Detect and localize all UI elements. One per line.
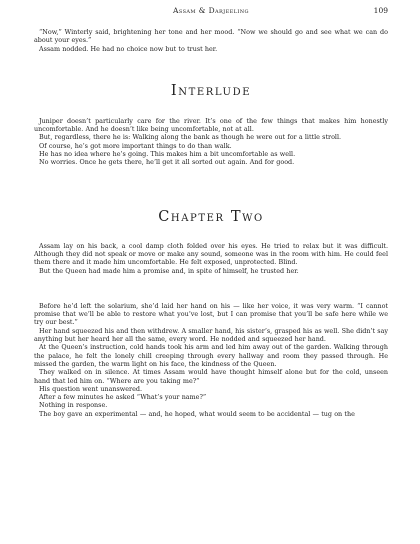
paragraph: He has no idea where he’s going. This makes him a bit uncomfortable as well. xyxy=(39,150,296,159)
paragraph: No worries. Once he gets there, he’ll get it all sorted out again. And for good. xyxy=(39,158,295,167)
intro-text xyxy=(34,28,388,53)
paragraph: Before he’d left the solarium, she’d laid her hand on his — like her voice, it was very warm. “I cannot promise that we’ll be able to restore what you’ve lost, but I can promise that you’ll be safe here while we try our best.” xyxy=(34,301,388,327)
paragraph: But, regardless, there he is: Walking along the bank as though he were out for a little stroll. xyxy=(39,133,342,142)
running-head xyxy=(34,0,388,22)
interlude-text xyxy=(34,117,388,167)
paragraph: Her hand squeezed his and then withdrew. A smaller hand, his sister’s, grasped his as well. She didn’t say anything but her heard her all the same, every word. He nodded and squeezed her hand. xyxy=(34,326,388,344)
paragraph: Assam nodded. He had no choice now but to trust her. xyxy=(39,44,218,53)
chapter-text-part-a xyxy=(34,242,388,275)
running-head-title: Assam & Darjeeling xyxy=(173,6,249,15)
paragraph: Nothing in response. xyxy=(39,401,108,410)
paragraph: The boy gave an experimental — and, he hoped, what would seem to be accidental — tug on the xyxy=(39,409,355,418)
page-number: 109 xyxy=(373,6,388,15)
paragraph: “Now,” Winterly said, brightening her tone and her mood. “Now we should go and see what we can do about your eyes.” xyxy=(34,28,388,45)
scene-break xyxy=(34,275,388,302)
paragraph: Assam lay on his back, a cool damp cloth folded over his eyes. He tried to relax but it was difficult. Although they did not speak or move or make any sound, someone was in the room with him. He could feel them there and it made him uncomfortable. He felt exposed, unprotected. Blind. xyxy=(34,241,388,267)
paragraph: At the Queen’s instruction, cold hands took his arm and led him away out of the garden. Walking through the palace, he felt the lonely chill creeping through every hallway and room they passed through. He missed the garden, the warm light on his face, the kindness of the Queen. xyxy=(34,343,388,368)
paragraph: His question went unanswered. xyxy=(39,384,143,393)
paragraph: Juniper doesn’t particularly care for the river. It’s one of the few things that makes him honestly uncomfortable. And he doesn’t like being uncomfortable, not at all. xyxy=(34,116,388,134)
paragraph: After a few minutes he asked “What’s your name?” xyxy=(39,393,207,402)
chapter-text-part-b xyxy=(34,302,388,418)
interlude-heading: Interlude xyxy=(170,82,252,99)
chapter-heading: Chapter Two xyxy=(158,208,264,225)
paragraph: Of course, he’s got more important things to do than walk. xyxy=(39,141,232,150)
paragraph: They walked on in silence. At times Assam would have thought himself alone but for the cold, unseen hand that led him on. “Where are you taking me?” xyxy=(34,368,388,385)
paragraph: But the Queen had made him a promise and, in spite of himself, he trusted her. xyxy=(39,266,299,275)
